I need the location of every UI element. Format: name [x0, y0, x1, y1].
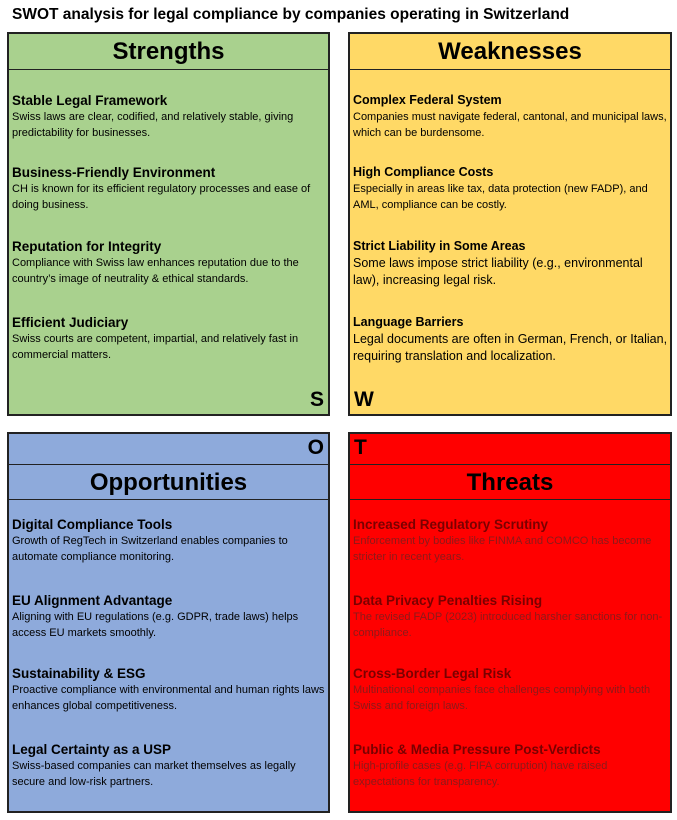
item-title: Legal Certainty as a USP	[12, 742, 172, 757]
weakness-item	[353, 164, 668, 213]
item-title: Efficient Judiciary	[12, 315, 129, 330]
opportunities-heading: Opportunities	[9, 464, 328, 500]
opportunities-quadrant	[7, 432, 330, 813]
opportunity-item	[12, 592, 326, 641]
item-title: Language Barriers	[353, 315, 464, 329]
item-description: Proactive compliance with environmental and human rights laws enhances global competitiveness.	[12, 684, 325, 712]
strengths-heading: Strengths	[9, 34, 328, 70]
item-title: Stable Legal Framework	[12, 93, 168, 108]
threats-quadrant	[348, 432, 672, 813]
item-title: Sustainability & ESG	[12, 666, 146, 681]
opportunity-item	[12, 741, 326, 790]
item-title: Complex Federal System	[353, 93, 502, 107]
threat-item	[353, 741, 668, 790]
item-title: Increased Regulatory Scrutiny	[353, 517, 549, 532]
item-description: Swiss laws are clear, codified, and relatively stable, giving predictability for businesses.	[12, 111, 294, 139]
strengths-letter: S	[309, 388, 324, 411]
strengths-quadrant	[7, 32, 330, 416]
weaknesses-quadrant	[348, 32, 672, 416]
item-title: Public & Media Pressure Post-Verdicts	[353, 742, 601, 757]
item-description: Multinational companies face challenges complying with both Swiss and foreign laws.	[353, 684, 651, 712]
threats-heading: Threats	[350, 464, 670, 500]
item-description: The revised FADP (2023) introduced harsher sanctions for non-compliance.	[353, 611, 663, 639]
item-description: Compliance with Swiss law enhances reputation due to the country’s image of neutrality & ethical standards.	[12, 257, 299, 285]
item-description: Legal documents are often in German, French, or Italian, requiring translation and localization.	[353, 332, 668, 363]
item-title: Business-Friendly Environment	[12, 165, 216, 180]
item-description: Especially in areas like tax, data protection (new FADP), and AML, compliance can be costly.	[353, 183, 648, 211]
item-description: High-profile cases (e.g. FIFA corruption) have raised expectations for transparency.	[353, 760, 608, 788]
item-description: Swiss-based companies can market themselves as legally secure and low-risk partners.	[12, 760, 296, 788]
weakness-item	[353, 314, 668, 365]
strength-item	[12, 164, 326, 213]
item-description: Swiss courts are competent, impartial, and relatively fast in commercial matters.	[12, 333, 299, 361]
strength-item	[12, 314, 326, 363]
opportunities-letter: O	[307, 436, 324, 459]
item-description: CH is known for its efficient regulatory processes and ease of doing business.	[12, 183, 311, 211]
item-title: Strict Liability in Some Areas	[353, 239, 526, 253]
weakness-item	[353, 92, 668, 141]
item-title: Reputation for Integrity	[12, 239, 162, 254]
diagram-title: SWOT analysis for legal compliance by companies operating in Switzerland	[12, 6, 570, 23]
strength-item	[12, 92, 326, 141]
item-description: Aligning with EU regulations (e.g. GDPR, trade laws) helps access EU markets smoothly.	[12, 611, 299, 639]
item-title: Digital Compliance Tools	[12, 517, 173, 532]
item-title: Cross-Border Legal Risk	[353, 666, 512, 681]
opportunity-item	[12, 516, 326, 565]
strength-item	[12, 238, 326, 287]
threat-item	[353, 665, 668, 714]
weaknesses-letter: W	[354, 388, 374, 411]
item-description: Growth of RegTech in Switzerland enables companies to automate compliance monitoring.	[12, 535, 288, 563]
threat-item	[353, 592, 668, 641]
item-description: Some laws impose strict liability (e.g., environmental law), increasing legal risk.	[353, 256, 643, 287]
item-description: Companies must navigate federal, cantonal, and municipal laws, which can be burdensome.	[353, 111, 667, 139]
item-title: Data Privacy Penalties Rising	[353, 593, 543, 608]
item-description: Enforcement by bodies like FINMA and COMCO has become stricter in recent years.	[353, 535, 652, 563]
threats-letter: T	[354, 436, 367, 459]
weakness-item	[353, 238, 668, 289]
weaknesses-heading: Weaknesses	[350, 34, 670, 70]
threat-item	[353, 516, 668, 565]
item-title: EU Alignment Advantage	[12, 593, 173, 608]
opportunity-item	[12, 665, 326, 714]
item-title: High Compliance Costs	[353, 165, 494, 179]
